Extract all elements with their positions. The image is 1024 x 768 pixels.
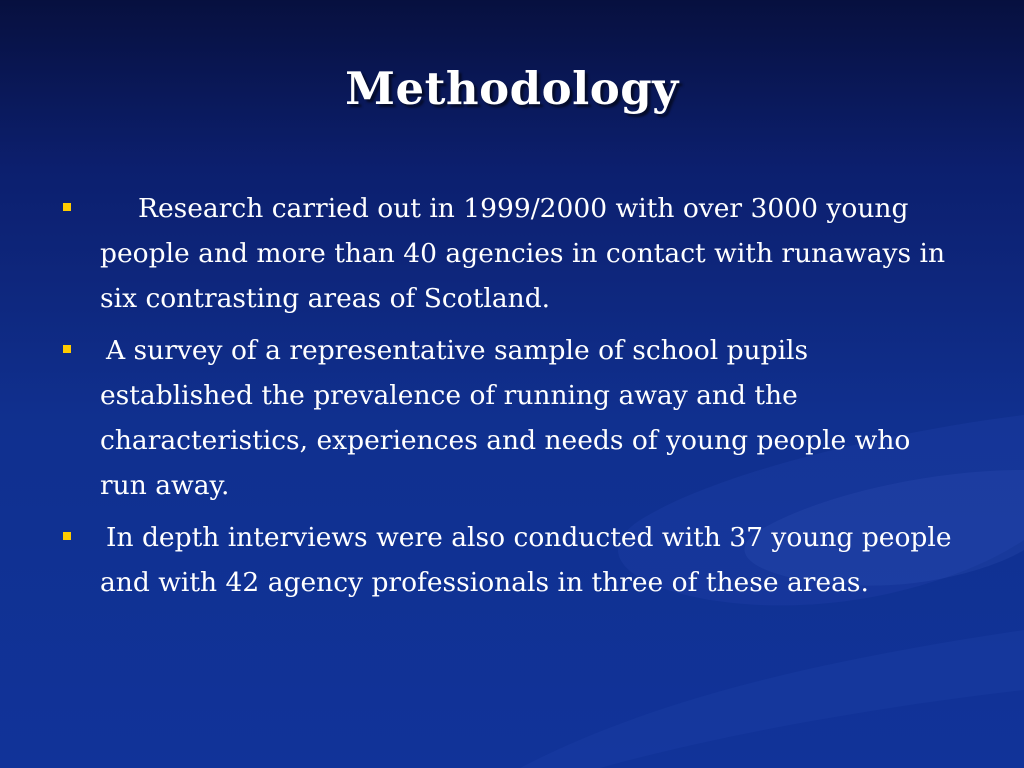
bullet-list <box>60 186 960 612</box>
bullet-text: A survey of a representative sample of school pupils established the prevalence of running away and the characteristics, experiences and needs of young people who run away. <box>100 335 911 501</box>
square-bullet-icon <box>63 345 71 353</box>
bullet-item-research <box>60 186 960 321</box>
square-bullet-icon <box>63 203 71 211</box>
slide-title: Methodology <box>345 62 679 115</box>
bullet-item-interviews <box>60 515 960 605</box>
bullet-item-survey <box>60 328 960 508</box>
bullet-text: In depth interviews were also conducted with 37 young people and with 42 agency professionals in three of these areas. <box>100 522 952 598</box>
bullet-text: Research carried out in 1999/2000 with over 3000 young people and more than 40 agencies in contact with runaways in six contrasting areas of Scotland. <box>100 193 946 314</box>
square-bullet-icon <box>63 532 71 540</box>
